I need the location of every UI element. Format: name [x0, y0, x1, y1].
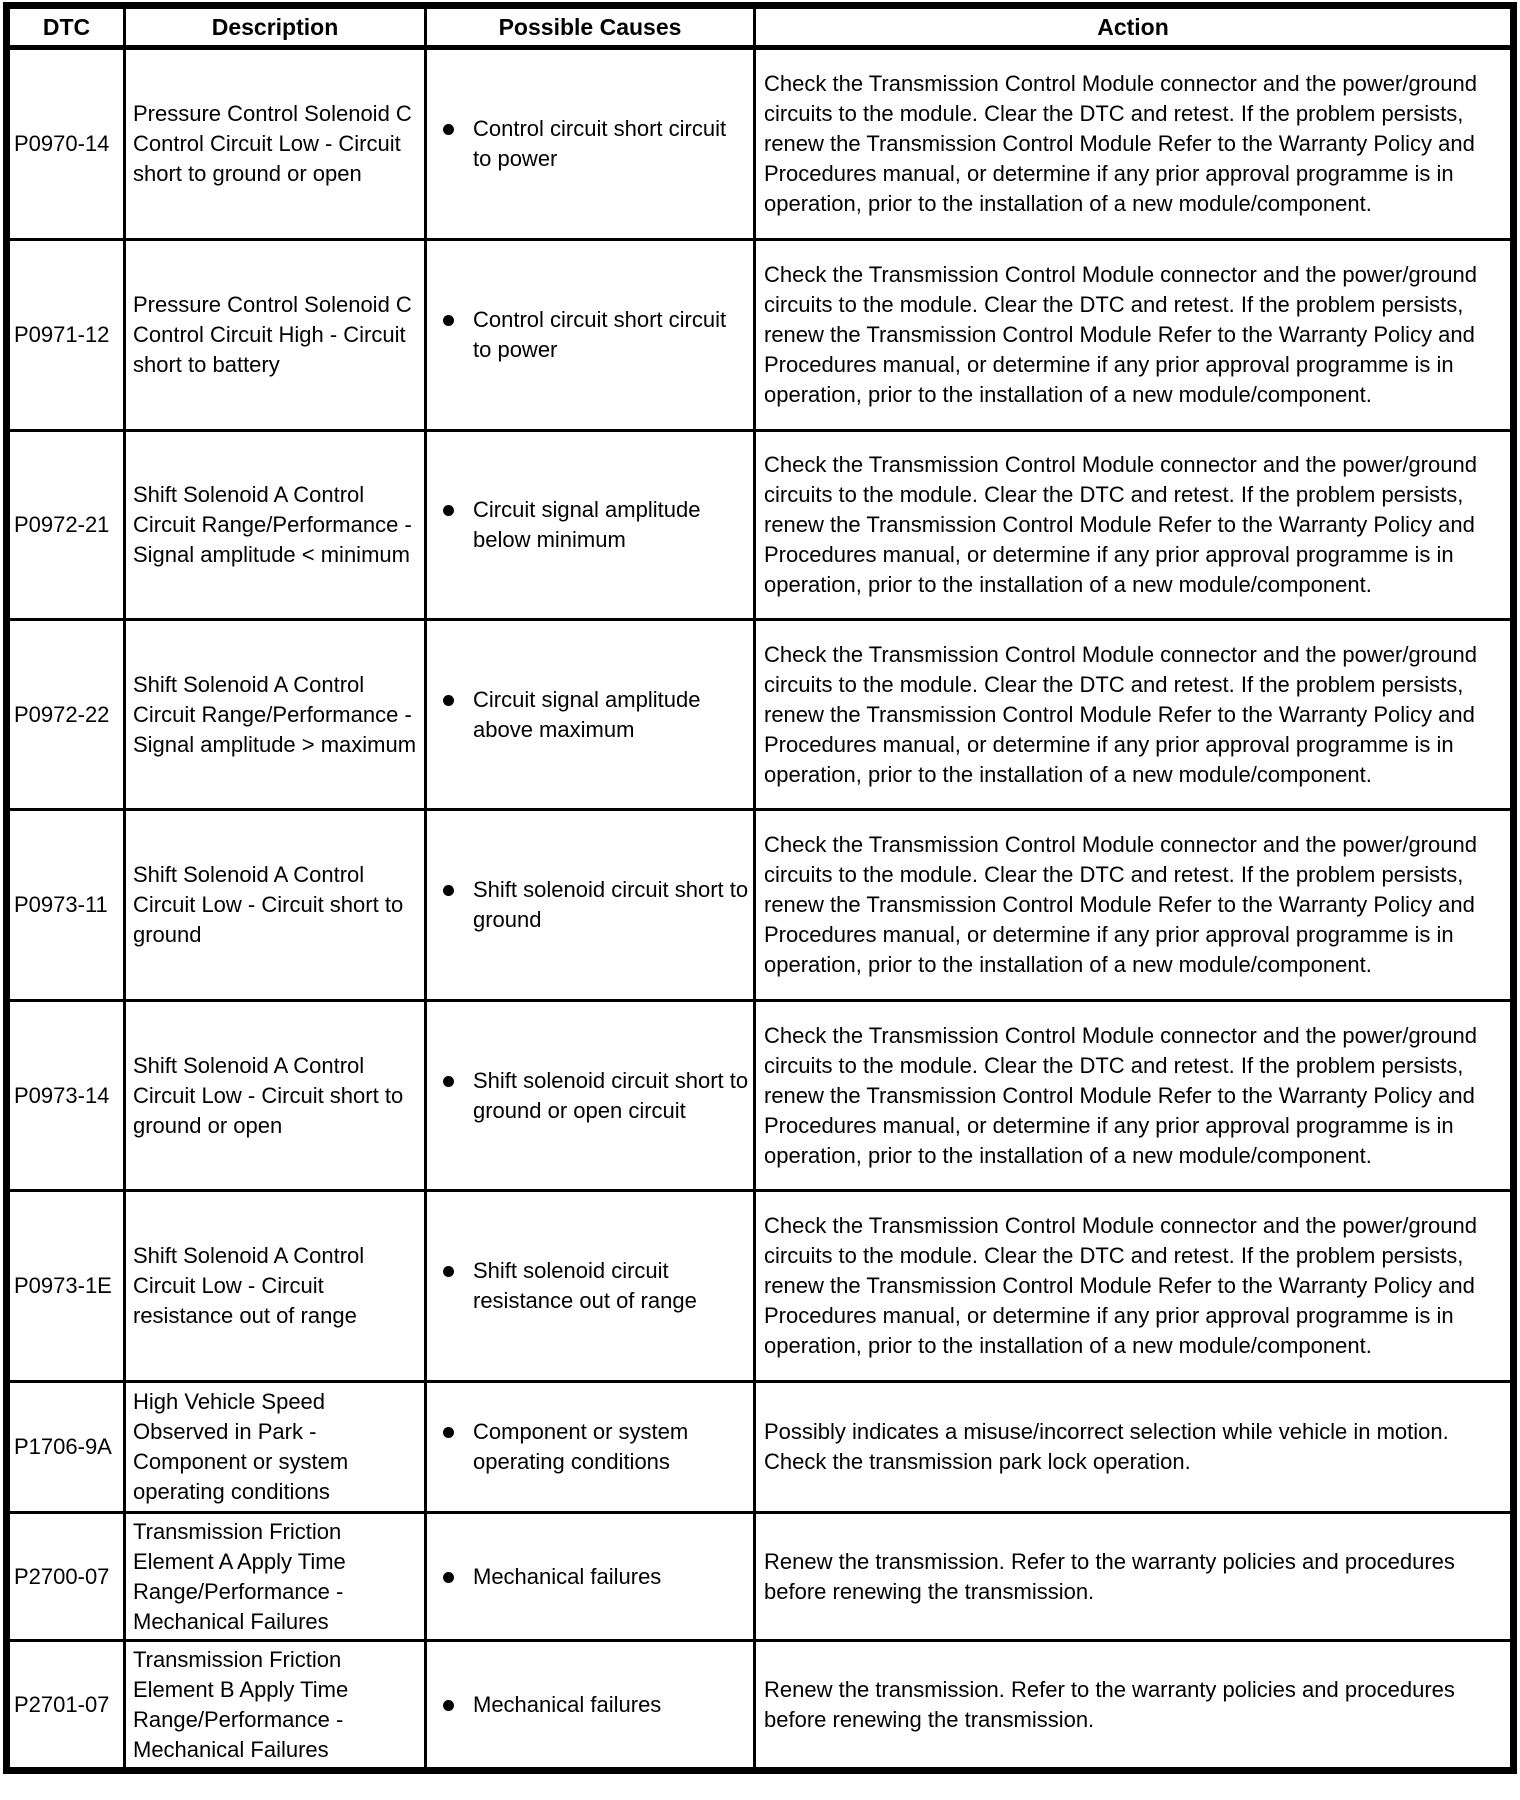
cause-text: Mechanical failures — [473, 1563, 662, 1589]
cause-text: Mechanical failures — [473, 1691, 662, 1717]
header-cell-action: Action — [755, 6, 1514, 48]
cause-text: Circuit signal amplitude above maximum — [473, 686, 701, 742]
action-cell: Possibly indicates a misuse/incorrect selection while vehicle in motion. Check the transmission park lock operation. — [755, 1382, 1514, 1513]
cause-text: Component or system operating conditions — [473, 1419, 689, 1474]
cause-text: Circuit signal amplitude below minimum — [473, 497, 701, 552]
cause-text: Shift solenoid circuit resistance out of range — [473, 1258, 697, 1313]
bullet-icon — [443, 1427, 454, 1438]
cause-item — [443, 305, 749, 365]
table-row — [7, 431, 1514, 620]
cause-item — [443, 114, 749, 174]
cause-text: Shift solenoid circuit short to ground or open circuit — [473, 1067, 749, 1123]
cause-item — [443, 1417, 749, 1477]
description-cell: Transmission Friction Element A Apply Time Range/Performance - Mechanical Failures — [125, 1513, 426, 1641]
causes-cell — [426, 1641, 755, 1771]
dtc-cell: P0972-21 — [7, 431, 125, 620]
action-cell: Check the Transmission Control Module connector and the power/ground circuits to the module. Clear the DTC and retest. If the problem persists, renew the Transmission Control Module Refer to the Warranty Policy and Procedures manual, or determine if any prior approval programme is in operation, prior to the installation of a new module/component. — [755, 48, 1514, 240]
bullet-icon — [443, 1266, 454, 1277]
table-row — [7, 1641, 1514, 1771]
table-row — [7, 620, 1514, 810]
dtc-cell: P0973-1E — [7, 1191, 125, 1382]
table-row — [7, 48, 1514, 240]
description-cell: High Vehicle Speed Observed in Park - Component or system operating conditions — [125, 1382, 426, 1513]
description-cell: Shift Solenoid A Control Circuit Range/Performance - Signal amplitude < minimum — [125, 431, 426, 620]
dtc-cell: P1706-9A — [7, 1382, 125, 1513]
action-cell: Check the Transmission Control Module connector and the power/ground circuits to the module. Clear the DTC and retest. If the problem persists, renew the Transmission Control Module Refer to the Warranty Policy and Procedures manual, or determine if any prior approval programme is in operation, prior to the installation of a new module/component. — [755, 431, 1514, 620]
cause-text: Control circuit short circuit to power — [473, 307, 727, 362]
causes-cell — [426, 620, 755, 810]
dtc-cell: P2700-07 — [7, 1513, 125, 1641]
cause-item — [443, 495, 749, 555]
causes-cell — [426, 810, 755, 1001]
table-header — [7, 6, 1514, 48]
causes-cell — [426, 1382, 755, 1513]
table-row — [7, 1382, 1514, 1513]
causes-cell — [426, 1001, 755, 1191]
action-cell: Renew the transmission. Refer to the warranty policies and procedures before renewing the transmission. — [755, 1641, 1514, 1771]
description-cell: Shift Solenoid A Control Circuit Low - Circuit short to ground or open — [125, 1001, 426, 1191]
cause-item — [443, 685, 749, 745]
causes-cell — [426, 48, 755, 240]
dtc-cell: P0973-14 — [7, 1001, 125, 1191]
action-cell: Check the Transmission Control Module connector and the power/ground circuits to the module. Clear the DTC and retest. If the problem persists, renew the Transmission Control Module Refer to the Warranty Policy and Procedures manual, or determine if any prior approval programme is in operation, prior to the installation of a new module/component. — [755, 1001, 1514, 1191]
bullet-icon — [443, 885, 454, 896]
bullet-icon — [443, 124, 454, 135]
table-row — [7, 810, 1514, 1001]
cause-item — [443, 1690, 749, 1720]
table-row — [7, 240, 1514, 431]
header-row — [7, 6, 1514, 48]
description-cell: Pressure Control Solenoid C Control Circuit Low - Circuit short to ground or open — [125, 48, 426, 240]
dtc-cell: P0971-12 — [7, 240, 125, 431]
action-cell: Renew the transmission. Refer to the warranty policies and procedures before renewing the transmission. — [755, 1513, 1514, 1641]
cause-text: Control circuit short circuit to power — [473, 116, 727, 171]
bullet-icon — [443, 315, 454, 326]
dtc-cell: P2701-07 — [7, 1641, 125, 1771]
table-body — [7, 48, 1514, 1771]
causes-cell — [426, 1513, 755, 1641]
dtc-cell: P0973-11 — [7, 810, 125, 1001]
bullet-icon — [443, 695, 454, 706]
table-row — [7, 1001, 1514, 1191]
bullet-icon — [443, 1076, 454, 1087]
cause-text: Shift solenoid circuit short to ground — [473, 877, 749, 932]
table-row — [7, 1191, 1514, 1382]
description-cell: Transmission Friction Element B Apply Time Range/Performance - Mechanical Failures — [125, 1641, 426, 1771]
cause-item — [443, 875, 749, 935]
header-cell-possible-causes: Possible Causes — [426, 6, 755, 48]
description-cell: Shift Solenoid A Control Circuit Low - Circuit resistance out of range — [125, 1191, 426, 1382]
description-cell: Shift Solenoid A Control Circuit Range/Performance - Signal amplitude > maximum — [125, 620, 426, 810]
bullet-icon — [443, 505, 454, 516]
action-cell: Check the Transmission Control Module connector and the power/ground circuits to the module. Clear the DTC and retest. If the problem persists, renew the Transmission Control Module Refer to the Warranty Policy and Procedures manual, or determine if any prior approval programme is in operation, prior to the installation of a new module/component. — [755, 240, 1514, 431]
dtc-cell: P0972-22 — [7, 620, 125, 810]
description-cell: Shift Solenoid A Control Circuit Low - Circuit short to ground — [125, 810, 426, 1001]
cause-item — [443, 1066, 749, 1126]
bullet-icon — [443, 1572, 454, 1583]
action-cell: Check the Transmission Control Module connector and the power/ground circuits to the module. Clear the DTC and retest. If the problem persists, renew the Transmission Control Module Refer to the Warranty Policy and Procedures manual, or determine if any prior approval programme is in operation, prior to the installation of a new module/component. — [755, 1191, 1514, 1382]
bullet-icon — [443, 1700, 454, 1711]
action-cell: Check the Transmission Control Module connector and the power/ground circuits to the module. Clear the DTC and retest. If the problem persists, renew the Transmission Control Module Refer to the Warranty Policy and Procedures manual, or determine if any prior approval programme is in operation, prior to the installation of a new module/component. — [755, 620, 1514, 810]
dtc-table — [3, 2, 1517, 1774]
causes-cell — [426, 1191, 755, 1382]
header-cell-description: Description — [125, 6, 426, 48]
header-cell-dtc: DTC — [7, 6, 125, 48]
cause-item — [443, 1562, 749, 1592]
causes-cell — [426, 431, 755, 620]
action-cell: Check the Transmission Control Module connector and the power/ground circuits to the module. Clear the DTC and retest. If the problem persists, renew the Transmission Control Module Refer to the Warranty Policy and Procedures manual, or determine if any prior approval programme is in operation, prior to the installation of a new module/component. — [755, 810, 1514, 1001]
dtc-cell: P0970-14 — [7, 48, 125, 240]
causes-cell — [426, 240, 755, 431]
table-row — [7, 1513, 1514, 1641]
cause-item — [443, 1256, 749, 1316]
description-cell: Pressure Control Solenoid C Control Circuit High - Circuit short to battery — [125, 240, 426, 431]
